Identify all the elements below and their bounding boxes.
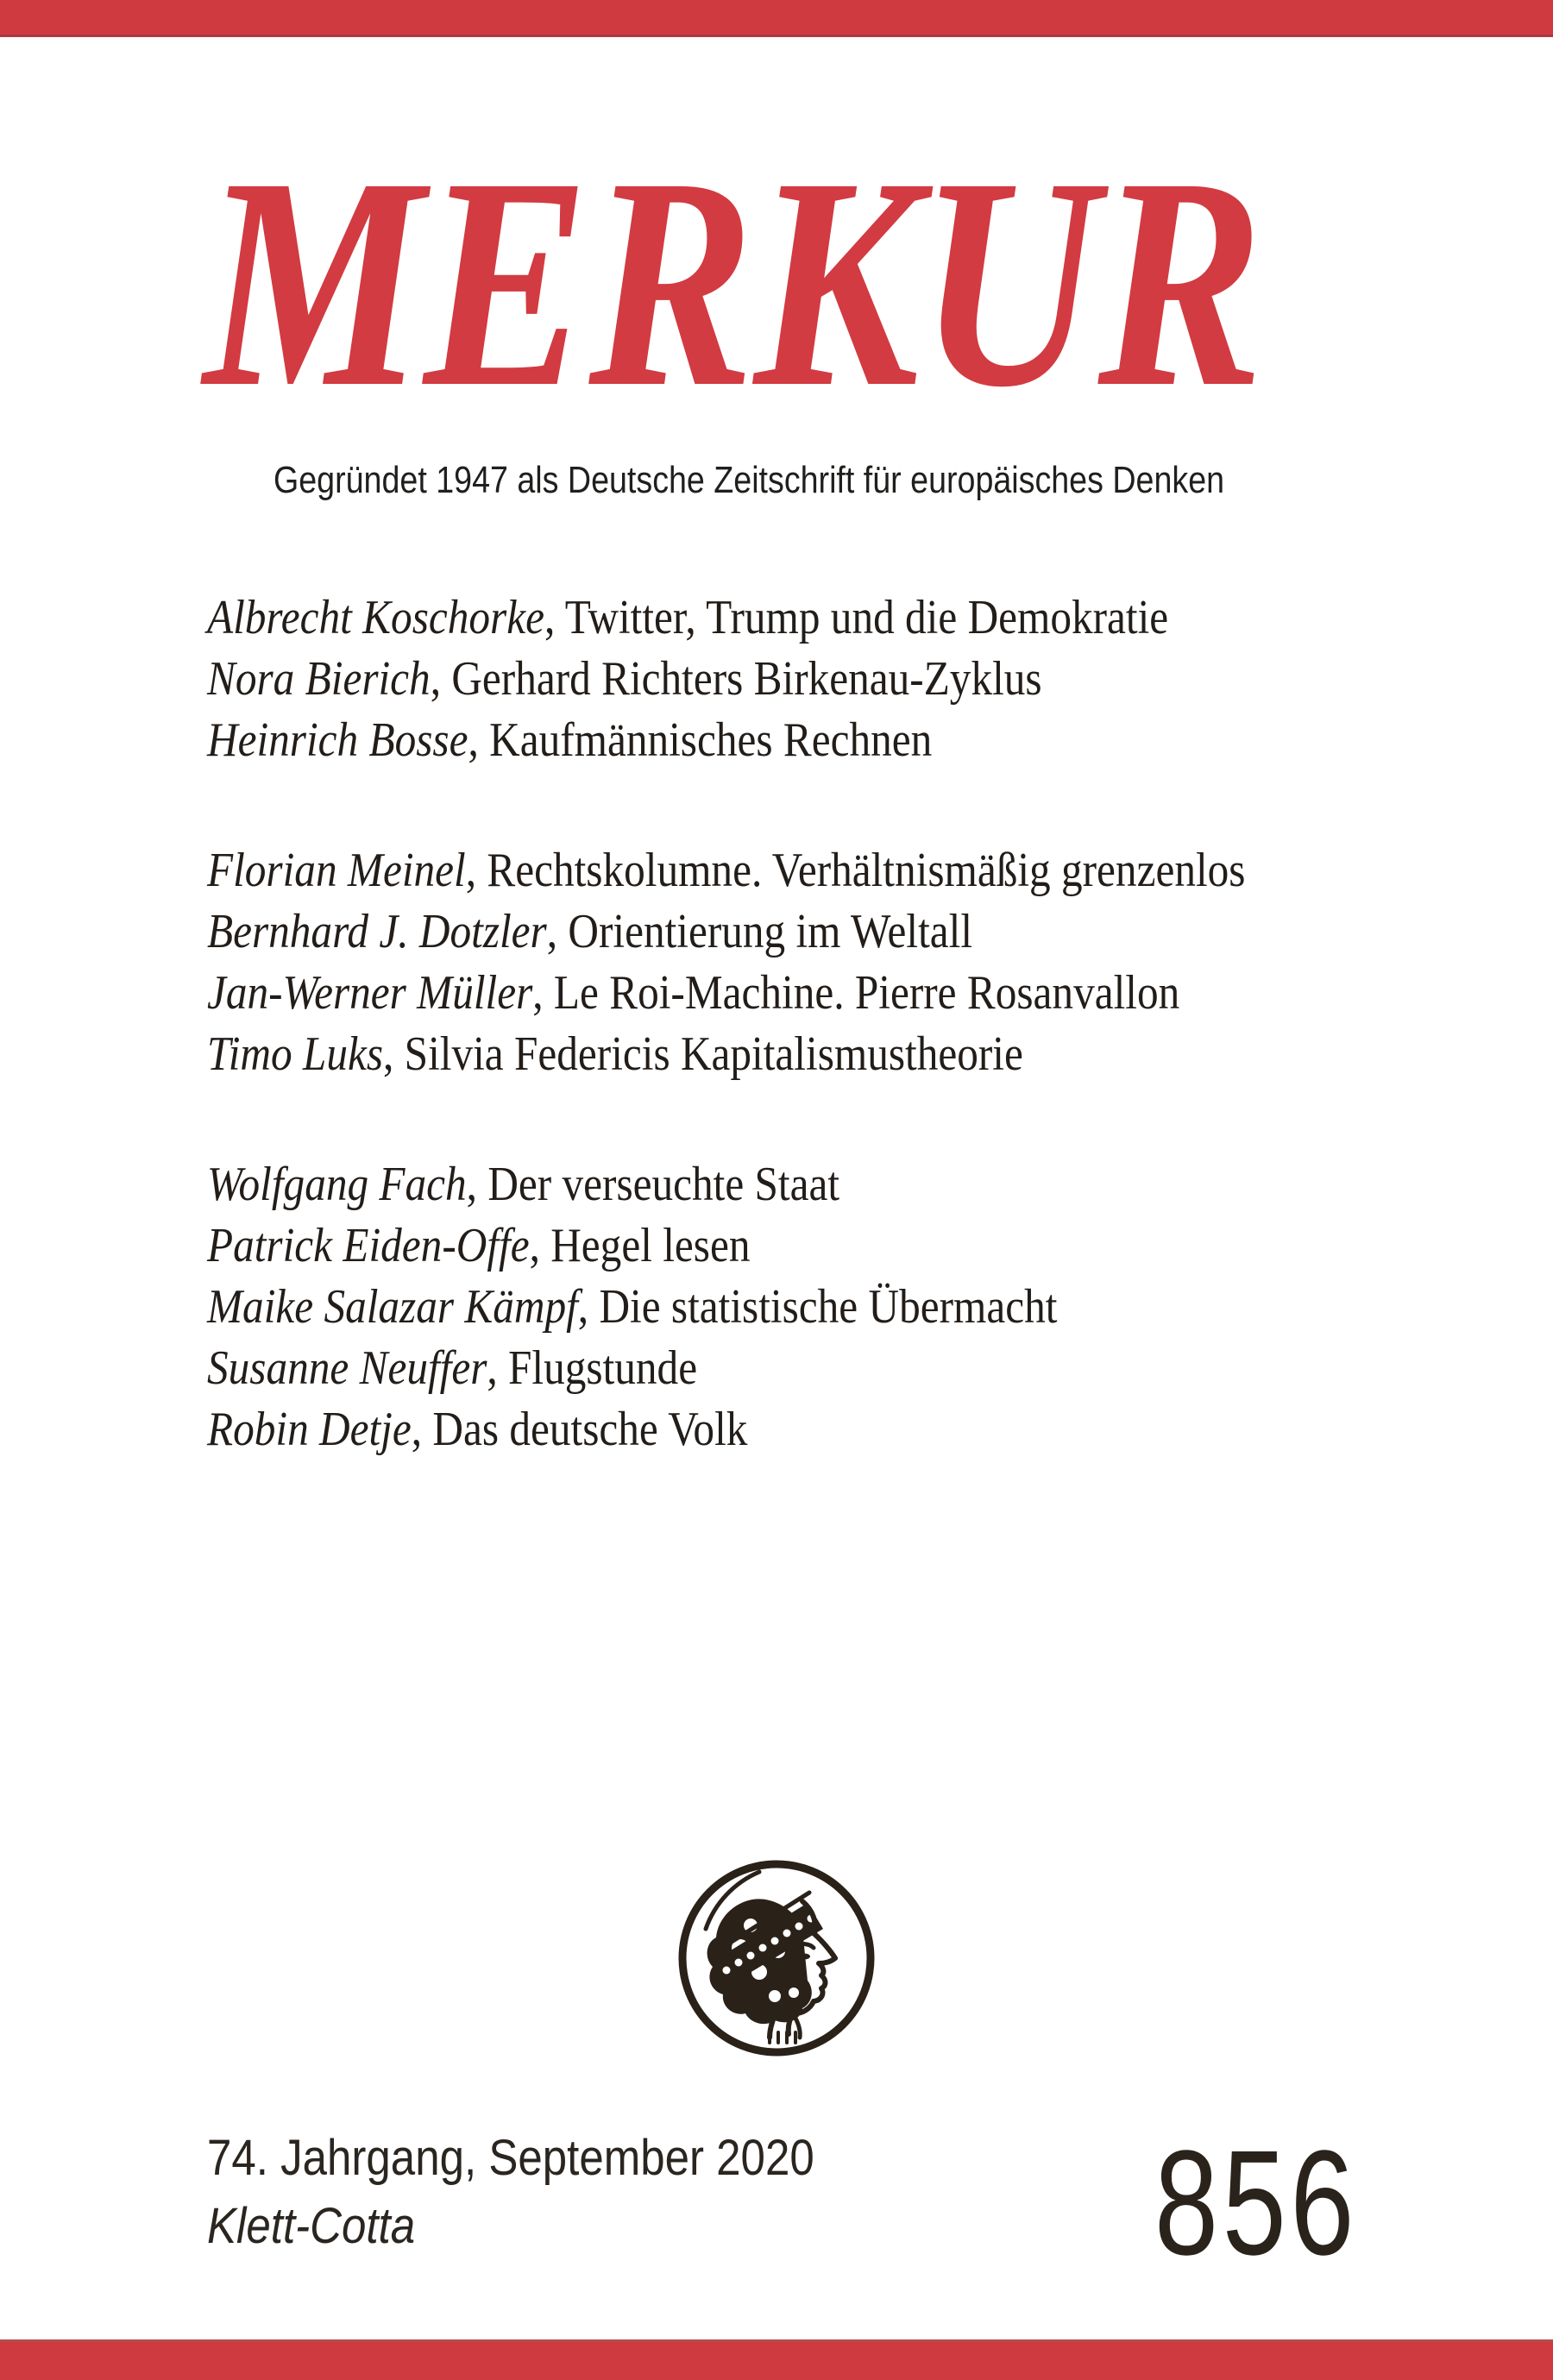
toc-title: , Kaufmännisches Rechnen xyxy=(468,713,933,767)
toc-title: , Twitter, Trump und die Demokratie xyxy=(544,591,1169,644)
toc-group-2 xyxy=(207,840,1245,1085)
toc-title: , Gerhard Richters Birkenau-Zyklus xyxy=(430,652,1042,706)
toc-title: , Hegel lesen xyxy=(529,1219,751,1272)
toc-author: Patrick Eiden-Offe xyxy=(207,1219,530,1272)
mercury-head-logo-icon xyxy=(673,1855,880,2062)
toc-author: Albrecht Koschorke xyxy=(207,591,544,644)
toc-item xyxy=(207,649,1245,710)
toc-group-1 xyxy=(207,587,1245,771)
toc-item xyxy=(207,710,1245,771)
toc-title: , Flugstunde xyxy=(487,1341,698,1395)
toc-author: Susanne Neuffer xyxy=(207,1341,487,1395)
toc-title: , Der verseuchte Staat xyxy=(466,1158,840,1211)
toc-author: Heinrich Bosse xyxy=(207,713,468,767)
table-of-contents xyxy=(207,587,1245,1460)
edition-line: 74. Jahrgang, September 2020 xyxy=(207,2130,814,2186)
magazine-subtitle: Gegründet 1947 als Deutsche Zeitschrift für europäisches Denken xyxy=(274,459,1225,501)
toc-title: , Rechtskolumne. Verhältnismäßig grenzenlos xyxy=(465,844,1246,897)
toc-author: Maike Salazar Kämpf xyxy=(207,1280,578,1334)
toc-author: Robin Detje xyxy=(207,1403,412,1456)
footer-imprint xyxy=(207,2128,897,2257)
toc-group-3 xyxy=(207,1154,1245,1460)
toc-item xyxy=(207,1338,1245,1399)
bottom-red-bar xyxy=(0,2339,1553,2380)
logo-eye xyxy=(798,1954,810,1960)
toc-item xyxy=(207,1215,1245,1277)
toc-item xyxy=(207,587,1245,649)
toc-title: , Orientierung im Weltall xyxy=(546,905,973,958)
toc-author: Wolfgang Fach xyxy=(207,1158,467,1211)
top-red-bar xyxy=(0,0,1553,37)
toc-item xyxy=(207,901,1245,963)
toc-author: Nora Bierich xyxy=(207,652,431,706)
toc-author: Florian Meinel xyxy=(207,844,466,897)
toc-item xyxy=(207,1024,1245,1085)
toc-author: Timo Luks xyxy=(207,1027,384,1081)
magazine-title: MERKUR xyxy=(204,115,1264,449)
toc-item xyxy=(207,1277,1245,1338)
issue-number: 856 xyxy=(1154,2119,1359,2286)
toc-item xyxy=(207,840,1245,901)
toc-title: , Die statistische Übermacht xyxy=(577,1280,1058,1334)
toc-title: , Das deutsche Volk xyxy=(411,1403,748,1456)
toc-title: , Silvia Federicis Kapitalismustheorie xyxy=(383,1027,1023,1081)
toc-author: Jan-Werner Müller xyxy=(207,966,533,1020)
toc-title: , Le Roi-Machine. Pierre Rosanvallon xyxy=(532,966,1180,1020)
toc-item xyxy=(207,963,1245,1024)
toc-item xyxy=(207,1399,1245,1460)
toc-item xyxy=(207,1154,1245,1215)
publisher-name: Klett-Cotta xyxy=(207,2198,416,2254)
toc-author: Bernhard J. Dotzler xyxy=(207,905,547,958)
